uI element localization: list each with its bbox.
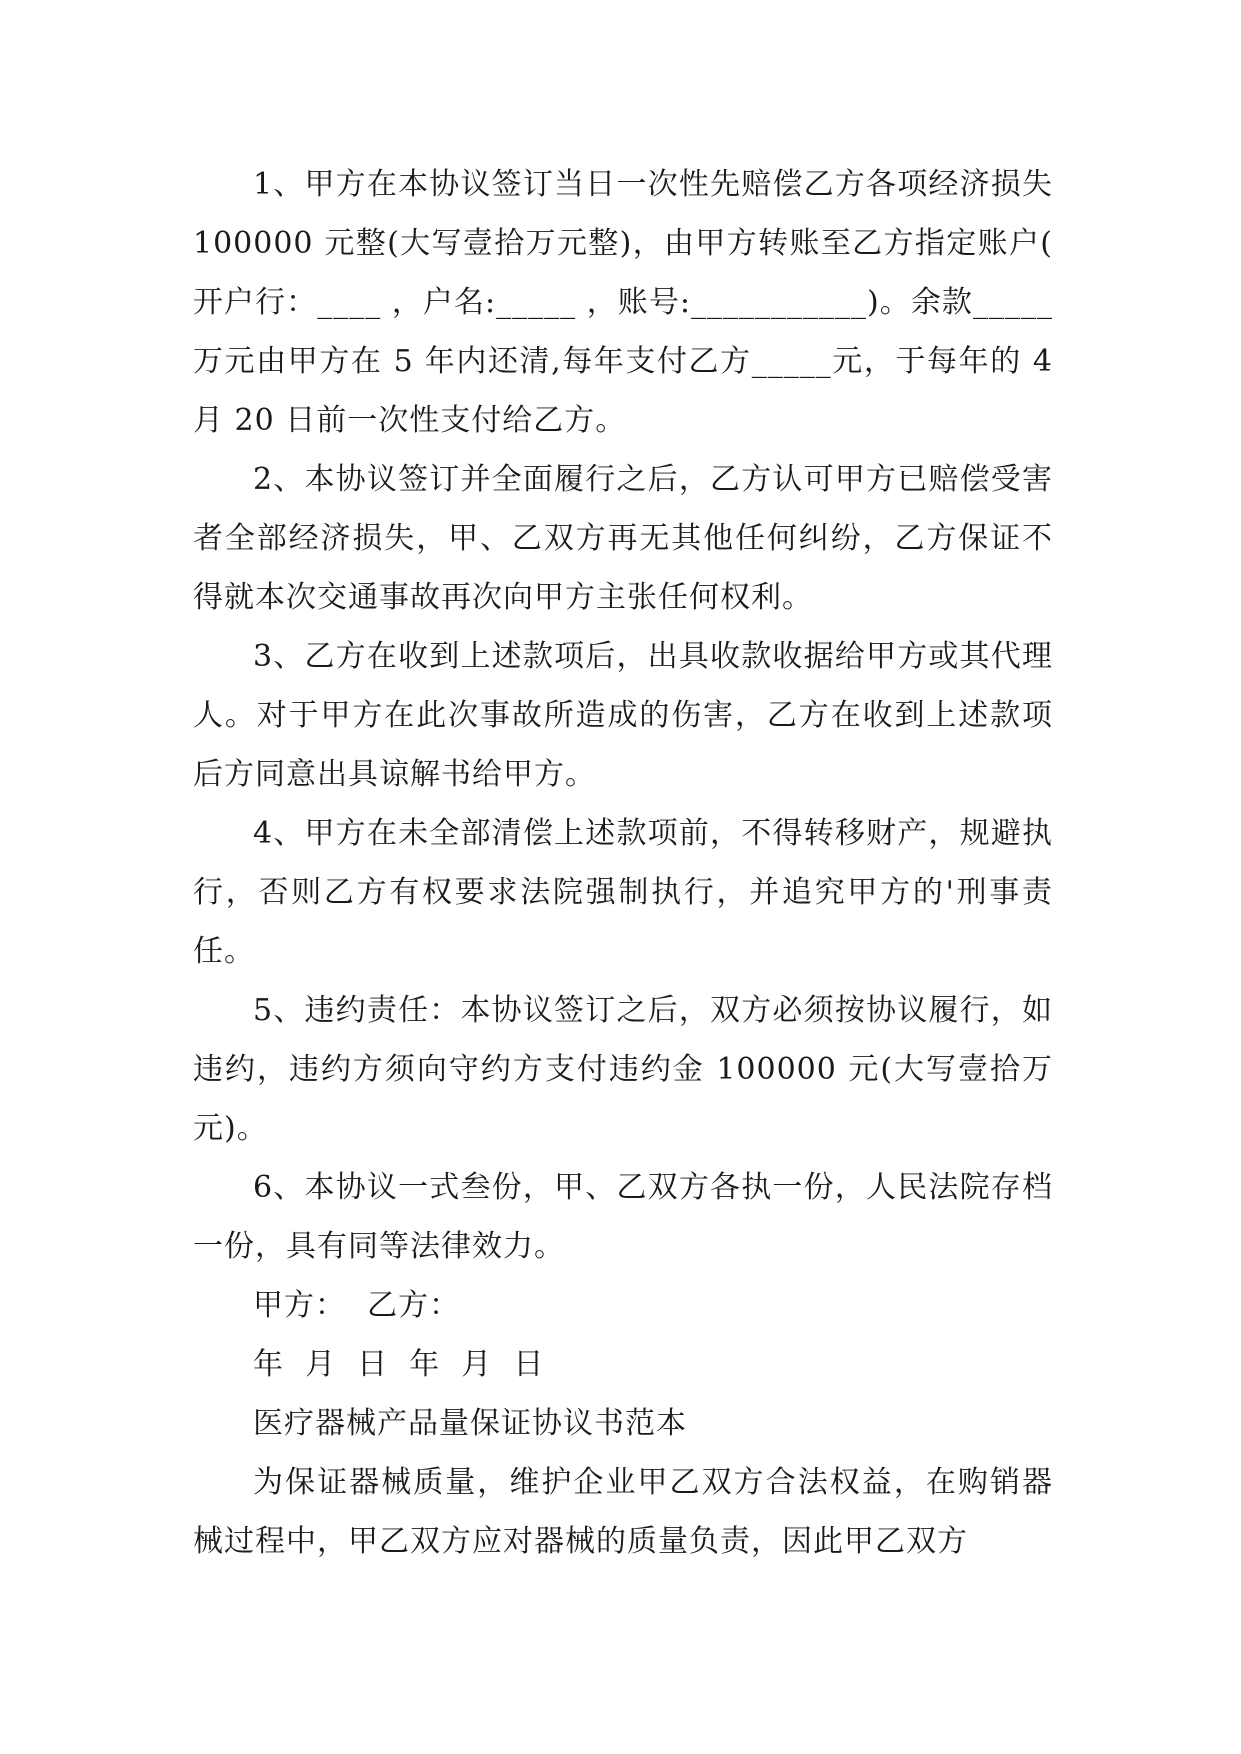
clause-2: 2、本协议签订并全面履行之后，乙方认可甲方已赔偿受害者全部经济损失，甲、乙双方再无其他任何纠纷，乙方保证不得就本次交通事故再次向甲方主张任何权利。 — [193, 462, 1053, 615]
section-title: 医疗器械产品量保证协议书范本 — [253, 1406, 687, 1441]
signature-line: 甲方： 乙方： — [253, 1288, 461, 1323]
clause-6: 6、本协议一式叁份，甲、乙双方各执一份，人民法院存档一份，具有同等法律效力。 — [193, 1170, 1053, 1264]
clause-5: 5、违约责任：本协议签订之后，双方必须按协议履行，如违约，违约方须向守约方支付违约金 100000 元(大写壹拾万元)。 — [193, 993, 1053, 1146]
intro-paragraph: 为保证器械质量，维护企业甲乙双方合法权益，在购销器械过程中，甲乙双方应对器械的质量负责，因此甲乙双方 — [193, 1465, 1053, 1559]
date-line: 年 月 日 年 月 日 — [253, 1347, 545, 1382]
clause-4: 4、甲方在未全部清偿上述款项前，不得转移财产，规避执行，否则乙方有权要求法院强制执行，并追究甲方的'刑事责任。 — [193, 816, 1053, 969]
document-body — [193, 155, 1053, 1571]
clause-3: 3、乙方在收到上述款项后，出具收款收据给甲方或其代理人。对于甲方在此次事故所造成的伤害，乙方在收到上述款项后方同意出具谅解书给甲方。 — [193, 639, 1053, 792]
clause-1: 1、甲方在本协议签订当日一次性先赔偿乙方各项经济损失 100000 元整(大写壹拾万元整)，由甲方转账至乙方指定账户( 开户行：____ ，户名:_____ ，账号:___________)。余款_____万元由甲方在 5 年内还清,每年支付乙方_____元，于每年的 4 月 20 日前一次性支付给乙方。 — [193, 167, 1053, 438]
